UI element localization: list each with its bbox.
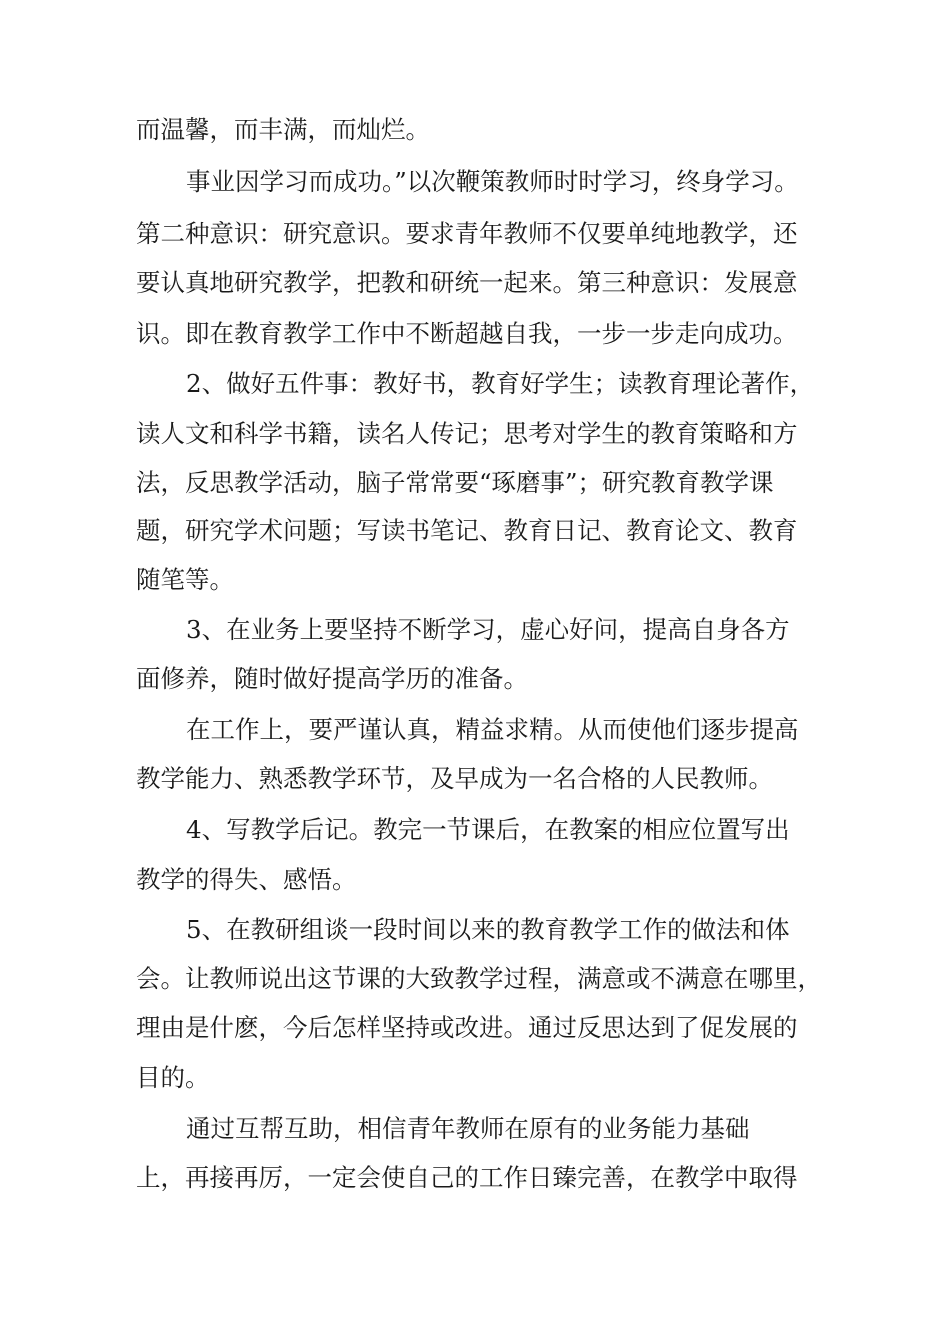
text-line: 而温馨，而丰满，而灿烂。 bbox=[136, 115, 430, 144]
text-line: 3、在业务上要坚持不断学习，虚心好问，提高自身各方 bbox=[186, 615, 790, 644]
text-line: 法，反思教学活动，脑子常常要“琢磨事”；研究教育教学课 bbox=[136, 468, 774, 497]
text-line: 要认真地研究教学，把教和研统一起来。第三种意识：发展意 bbox=[136, 268, 798, 297]
text-line: 读人文和科学书籍，读名人传记；思考对学生的教育策略和方 bbox=[136, 419, 798, 448]
text-line: 4、写教学后记。教完一节课后，在教案的相应位置写出 bbox=[186, 815, 790, 844]
text-line: 目的。 bbox=[136, 1063, 210, 1092]
text-line: 教学能力、熟悉教学环节，及早成为一名合格的人民教师。 bbox=[136, 764, 773, 793]
text-line: 识。即在教育教学工作中不断超越自我，一步一步走向成功。 bbox=[136, 319, 798, 348]
text-line: 2、做好五件事：教好书，教育好学生；读教育理论著作， bbox=[186, 369, 815, 398]
text-line: 在工作上，要严谨认真，精益求精。从而使他们逐步提高 bbox=[186, 715, 799, 744]
text-line: 事业因学习而成功。”以次鞭策教师时时学习，终身学习。 bbox=[186, 167, 799, 196]
text-line: 题，研究学术问题；写读书笔记、教育日记、教育论文、教育 bbox=[136, 516, 798, 545]
text-line: 教学的得失、感悟。 bbox=[136, 865, 357, 894]
text-line: 5、在教研组谈一段时间以来的教育教学工作的做法和体 bbox=[186, 915, 790, 944]
text-line: 上，再接再厉，一定会使自己的工作日臻完善，在教学中取得 bbox=[136, 1163, 798, 1192]
text-line: 理由是什麽，今后怎样坚持或改进。通过反思达到了促发展的 bbox=[136, 1013, 798, 1042]
text-line: 随笔等。 bbox=[136, 565, 234, 594]
text-line: 通过互帮互助，相信青年教师在原有的业务能力基础 bbox=[186, 1114, 750, 1143]
text-line: 第二种意识：研究意识。要求青年教师不仅要单纯地教学，还 bbox=[136, 219, 798, 248]
text-line: 会。让教师说出这节课的大致教学过程，满意或不满意在哪里， bbox=[136, 964, 822, 993]
text-line: 面修养，随时做好提高学历的准备。 bbox=[136, 664, 528, 693]
